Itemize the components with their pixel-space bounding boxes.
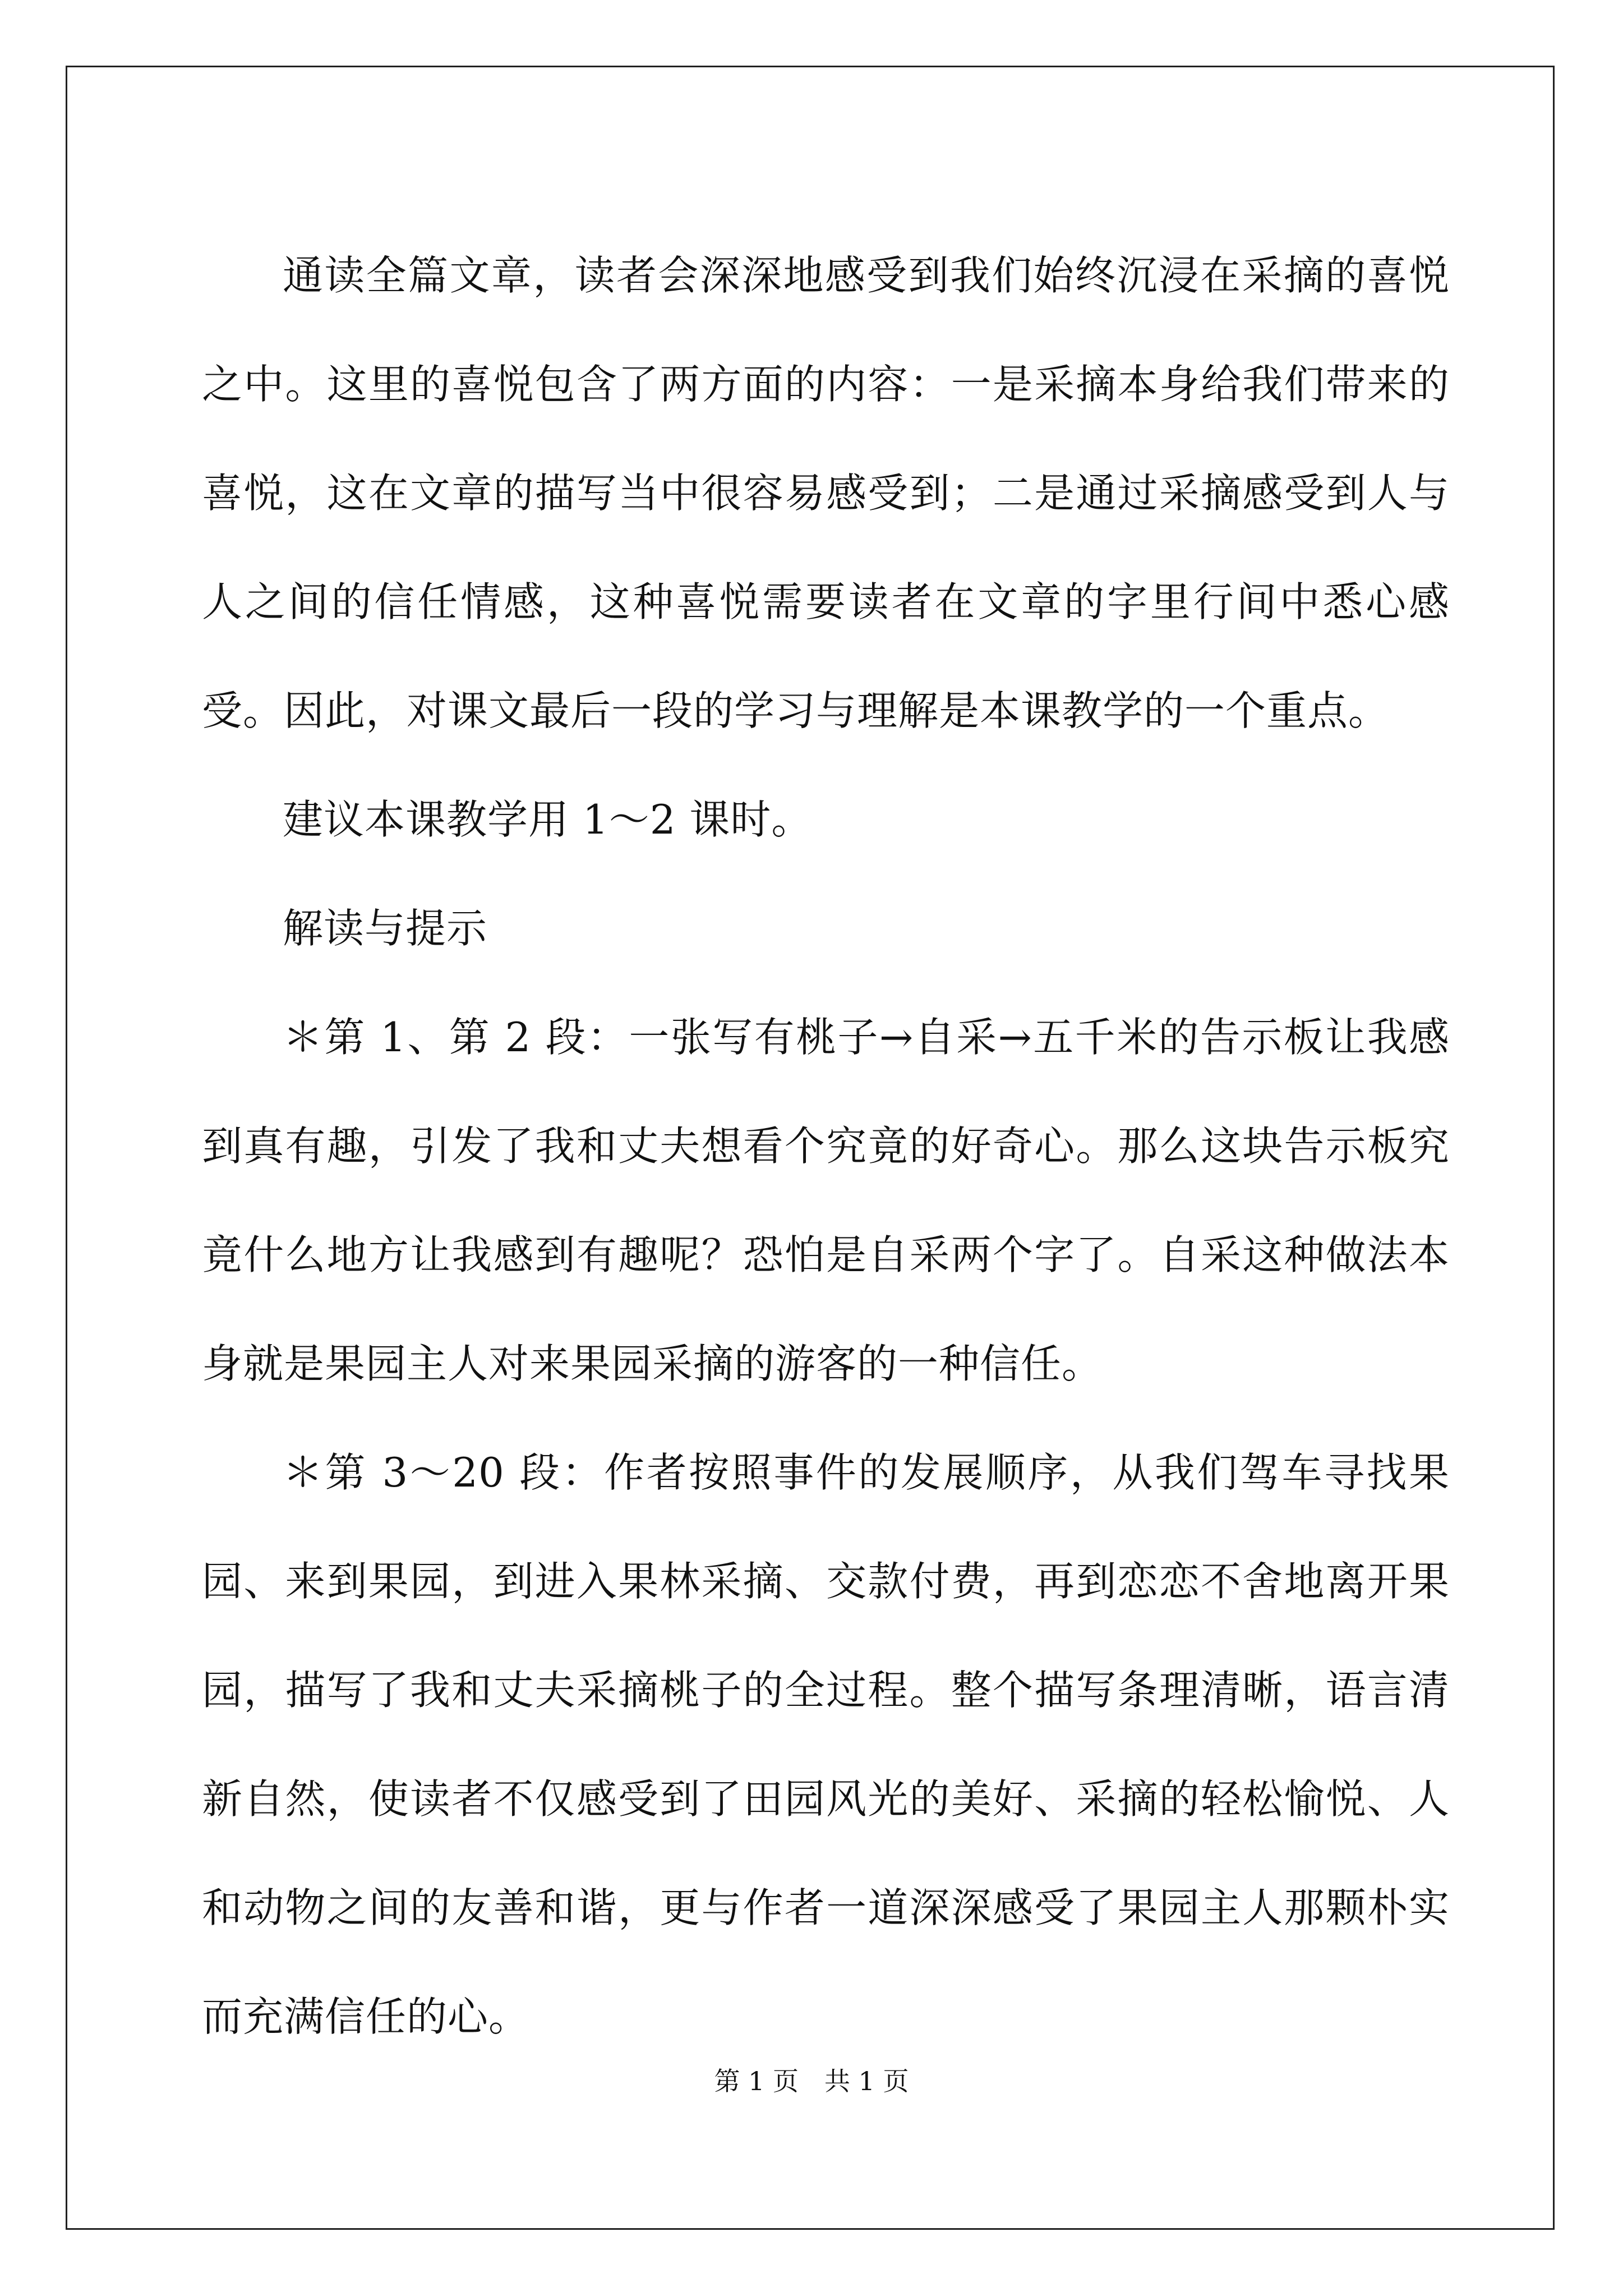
- page-number-label: 第 1 页 共 1 页: [714, 2066, 909, 2096]
- paragraph-sections-1-2: ＊第 1、第 2 段：一张写有桃子→自采→五千米的告示板让我感到真有趣，引发了我和丈夫想看个究竟的好奇心。那么这块告示板究竟什么地方让我感到有趣呢？恐怕是自采两个字了。自采这种做法本身就是果园主人对来果园采摘的游客的一种信任。: [202, 1014, 1450, 1387]
- paragraph-lesson-hours: 建议本课教学用 1～2 课时。: [283, 796, 813, 843]
- section-heading-interpretation: 解读与提示: [283, 905, 488, 952]
- page-footer: [0, 2064, 1623, 2098]
- document-body: [202, 221, 1450, 2071]
- paragraph-sections-3-20: ＊第 3～20 段：作者按照事件的发展顺序，从我们驾车寻找果园、来到果园，到进入果林采摘、交款付费，再到恋恋不舍地离开果园，描写了我和丈夫采摘桃子的全过程。整个描写条理清晰，语言清新自然，使读者不仅感受到了田园风光的美好、采摘的轻松愉悦、人和动物之间的友善和谐，更与作者一道深深感受了果园主人那颗朴实而充满信任的心。: [202, 1449, 1450, 2040]
- paragraph-reading-joy: 通读全篇文章，读者会深深地感受到我们始终沉浸在采摘的喜悦之中。这里的喜悦包含了两方面的内容：一是采摘本身给我们带来的喜悦，这在文章的描写当中很容易感受到；二是通过采摘感受到人与人之间的信任情感，这种喜悦需要读者在文章的字里行间中悉心感受。因此，对课文最后一段的学习与理解是本课教学的一个重点。: [202, 252, 1450, 734]
